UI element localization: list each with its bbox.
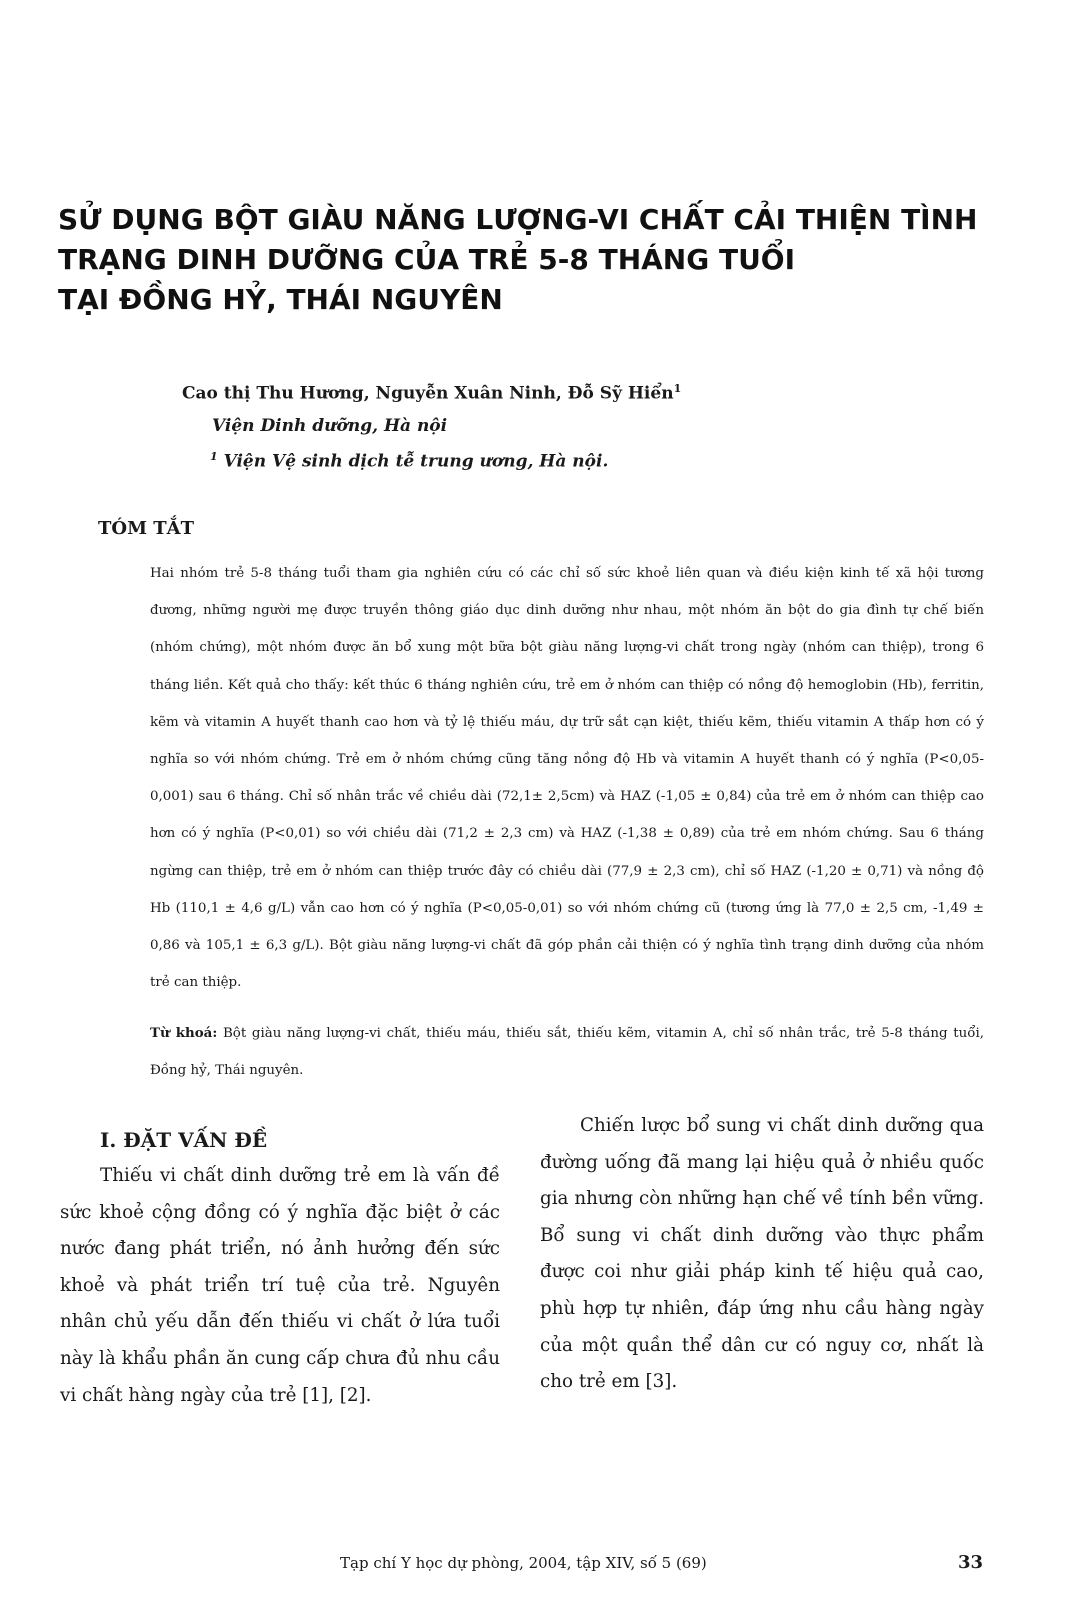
section-heading: I. ĐẶT VẤN ĐỀ — [100, 1128, 268, 1152]
section-paragraph-1: Thiếu vi chất dinh dưỡng trẻ em là vấn đề sức khoẻ cộng đồng có ý nghĩa đặc biệt ở các nước đang phát triển, nó ảnh hưởng đến sức khoẻ và phát triển trí tuệ của trẻ. Nguyên nhân chủ yếu dẫn đến thiếu vi chất ở lứa tuổi này là khẩu phần ăn cung cấp chưa đủ nhu cầu vi chất hàng ngày của trẻ [1], [2]. — [60, 1165, 500, 1406]
affiliation-2-text: Viện Vệ sinh dịch tễ trung ương, Hà nội. — [217, 451, 609, 472]
right-column — [540, 1108, 984, 1401]
keywords — [150, 1015, 984, 1089]
abstract-body — [150, 555, 984, 1001]
title-line-1: SỬ DỤNG BỘT GIÀU NĂNG LƯỢNG-VI CHẤT CẢI THIỆN TÌNH — [58, 203, 978, 236]
affiliation-1: Viện Dinh dưỡng, Hà nội — [212, 416, 448, 436]
title-line-3: TẠI ĐỒNG HỶ, THÁI NGUYÊN — [58, 283, 503, 316]
author-list — [182, 382, 681, 404]
page-number: 33 — [958, 1552, 984, 1573]
keywords-text: Bột giàu năng lượng-vi chất, thiếu máu, thiếu sắt, thiếu kẽm, vitamin A, chỉ số nhân trắc, trẻ 5-8 tháng tuổi, Đồng hỷ, Thái nguyên. — [150, 1026, 984, 1078]
abstract-text: Hai nhóm trẻ 5-8 tháng tuổi tham gia nghiên cứu có các chỉ số sức khoẻ liên quan và điều kiện kinh tế xã hội tương đương, những người mẹ được truyền thông giáo dục dinh dưỡng như nhau, một nhóm ăn bột do gia đình tự chế biến (nhóm chứng), một nhóm được ăn bổ xung một bữa bột giàu năng lượng-vi chất trong ngày (nhóm can thiệp), trong 6 tháng liền. Kết quả cho thấy: kết thúc 6 tháng nghiên cứu, trẻ em ở nhóm can thiệp có nồng độ hemoglobin (Hb), ferritin, kẽm và vitamin A huyết thanh cao hơn và tỷ lệ thiếu máu, dự trữ sắt cạn kiệt, thiếu kẽm, thiếu vitamin A thấp hơn có ý nghĩa so với nhóm chứng. Trẻ em ở nhóm chứng cũng tăng nồng độ Hb và vitamin A huyết thanh có ý nghĩa (P<0,05-0,001) sau 6 tháng. Chỉ số nhân trắc về chiều dài (72,1± 2,5cm) và HAZ (-1,05 ± 0,84) của trẻ em ở nhóm can thiệp cao hơn có ý nghĩa (P<0,01) so với chiều dài (71,2 ± 2,3 cm) và HAZ (-1,38 ± 0,89) của trẻ em nhóm chứng. Sau 6 tháng ngừng can thiệp, trẻ em ở nhóm can thiệp trước đây có chiều dài (77,9 ± 2,3 cm), chỉ số HAZ (-1,20 ± 0,71) và nồng độ Hb (110,1 ± 4,6 g/L) vẫn cao hơn có ý nghĩa (P<0,05-0,01) so với nhóm chứng cũ (tương ứng là 77,0 ± 2,5 cm, -1,49 ± 0,86 và 105,1 ± 6,3 g/L). Bột giàu năng lượng-vi chất đã góp phần cải thiện có ý nghĩa tình trạng dinh dưỡng của nhóm trẻ can thiệp. — [150, 566, 984, 991]
section-paragraph-2: Chiến lược bổ sung vi chất dinh dưỡng qua đường uống đã mang lại hiệu quả ở nhiều quốc gia nhưng còn những hạn chế về tính bền vững. Bổ sung vi chất dinh dưỡng vào thực phẩm được coi như giải pháp kinh tế hiệu quả cao, phù hợp tự nhiên, đáp ứng nhu cầu hàng ngày của một quần thể dân cư có nguy cơ, nhất là cho trẻ em [3]. — [540, 1115, 984, 1393]
affiliation-2 — [210, 450, 608, 472]
author-names: Cao thị Thu Hương, Nguyễn Xuân Ninh, Đỗ Sỹ Hiển — [182, 383, 674, 404]
paper-title — [58, 200, 1038, 320]
journal-footer: Tạp chí Y học dự phòng, 2004, tập XIV, số 5 (69) — [340, 1554, 707, 1572]
title-line-2: TRẠNG DINH DƯỠNG CỦA TRẺ 5-8 THÁNG TUỔI — [58, 243, 796, 276]
author-superscript: 1 — [673, 382, 682, 395]
affiliation-2-superscript: 1 — [210, 450, 218, 463]
keywords-label: Từ khoá: — [150, 1025, 218, 1041]
left-column — [60, 1122, 500, 1414]
abstract-heading: TÓM TẮT — [98, 518, 195, 539]
